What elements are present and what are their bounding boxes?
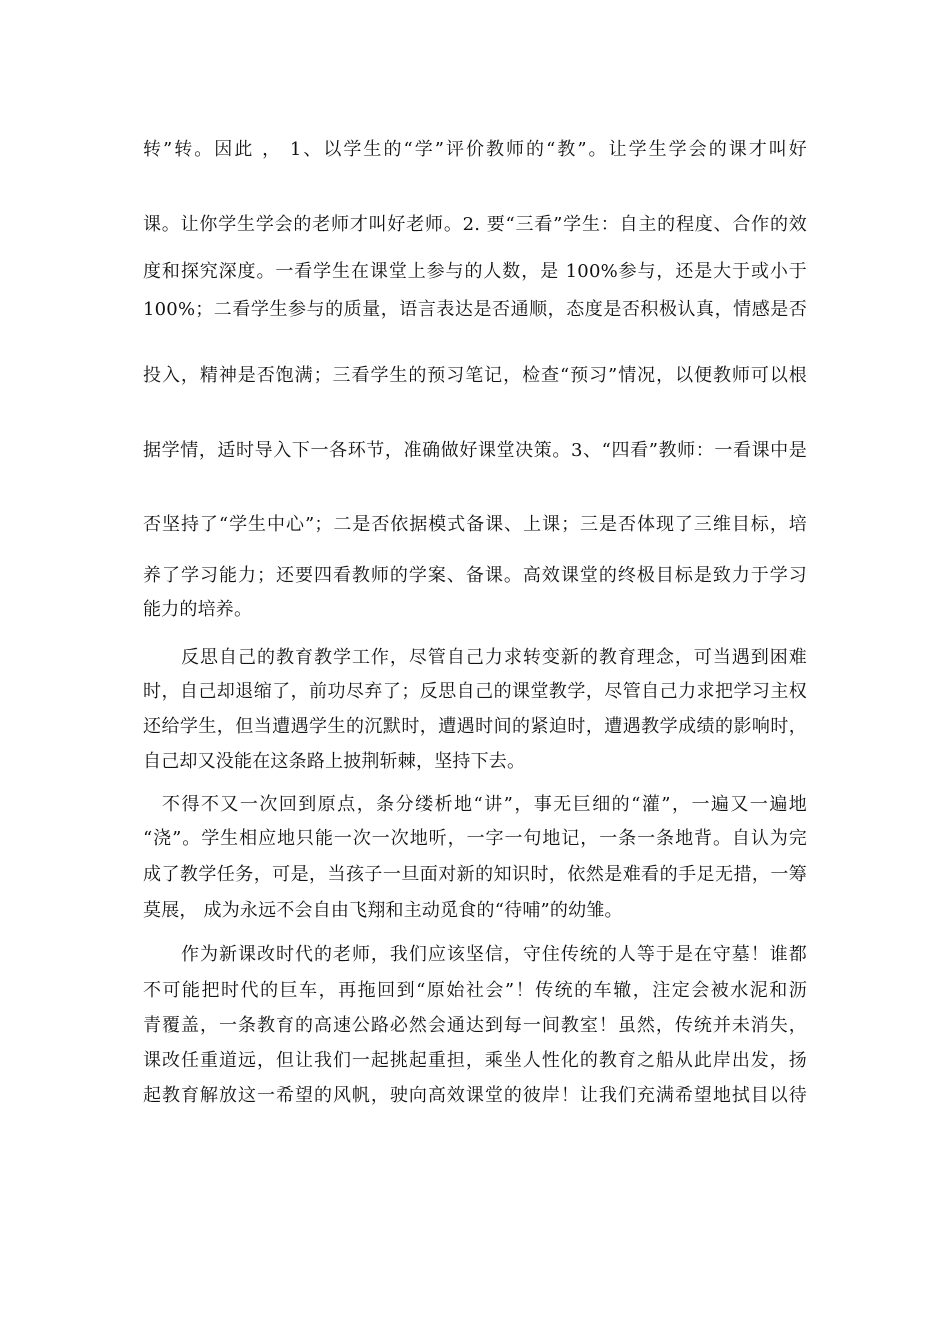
text-line: 青覆盖，一条教育的高速公路必然会通达到每一间教室！虽然，传统并未消失， bbox=[143, 1015, 807, 1036]
text-line: 能力的培养。 bbox=[143, 599, 253, 620]
text-line: 课。让你学生学会的老师才叫好老师。2. 要“三看”学生：自主的程度、合作的效 bbox=[143, 214, 807, 235]
text-line: 自己却又没能在这条路上披荆斩棘，坚持下去。 bbox=[143, 751, 526, 772]
paragraph-first-line: 反思自己的教育教学工作，尽管自己力求转变新的教育理念，可当遇到困难 bbox=[181, 647, 807, 668]
text-line: 100%；二看学生参与的质量，语言表达是否通顺，态度是否积极认真，情感是否 bbox=[143, 299, 807, 320]
text-line: 投入，精神是否饱满；三看学生的预习笔记，检查“预习”情况，以便教师可以根 bbox=[143, 365, 807, 386]
text-line: 否坚持了“学生中心”；二是否依据模式备课、上课；三是否体现了三维目标，培 bbox=[143, 514, 807, 535]
text-line: 养了学习能力；还要四看教师的学案、备课。高效课堂的终极目标是致力于学习 bbox=[143, 565, 807, 586]
text-line: 不可能把时代的巨车，再拖回到“原始社会”！传统的车辙，注定会被水泥和沥 bbox=[143, 980, 807, 1001]
text-line: 时，自己却退缩了，前功尽弃了；反思自己的课堂教学，尽管自己力求把学习主权 bbox=[143, 681, 807, 702]
text-line: 成了教学任务，可是，当孩子一旦面对新的知识时，依然是难看的手足无措，一筹 bbox=[143, 864, 807, 885]
text-line: 据学情，适时导入下一各环节，准确做好课堂决策。3、“四看”教师：一看课中是 bbox=[143, 440, 807, 461]
text-line: 莫展， 成为永远不会自由飞翔和主动觅食的“待哺”的幼雏。 bbox=[143, 900, 623, 921]
paragraph-first-line: 作为新课改时代的老师，我们应该坚信，守住传统的人等于是在守墓！谁都 bbox=[181, 944, 807, 965]
text-line: 课改任重道远，但让我们一起挑起重担，乘坐人性化的教育之船从此岸出发，扬 bbox=[143, 1050, 807, 1071]
text-line: 起教育解放这一希望的风帆，驶向高效课堂的彼岸！让我们充满希望地拭目以待 bbox=[143, 1085, 807, 1106]
text-line: 转”转。因此 ， 1、以学生的“学”评价教师的“教”。让学生学会的课才叫好 bbox=[143, 139, 807, 160]
text-line: “浇”。学生相应地只能一次一次地听，一字一句地记，一条一条地背。自认为完 bbox=[143, 828, 807, 849]
text-line: 度和探究深度。一看学生在课堂上参与的人数，是 100%参与，还是大于或小于 bbox=[143, 261, 807, 282]
paragraph-first-line: 不得不又一次回到原点，条分缕析地“讲”，事无巨细的“灌”，一遍又一遍地 bbox=[162, 794, 807, 815]
text-line: 还给学生，但当遭遇学生的沉默时，遭遇时间的紧迫时，遭遇教学成绩的影响时， bbox=[143, 716, 807, 737]
